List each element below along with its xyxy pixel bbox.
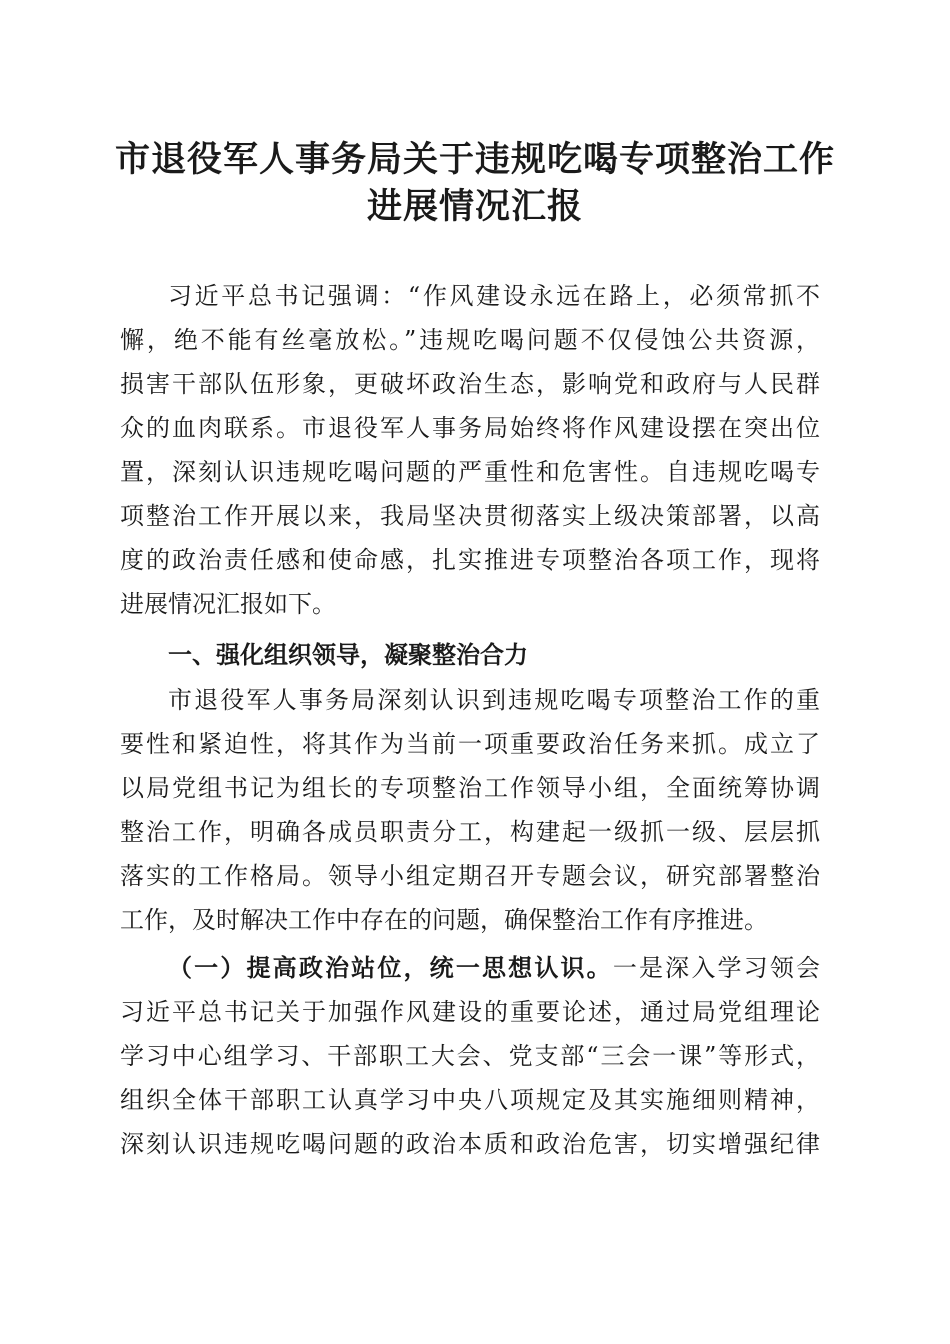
section-body-line: 市退役军人事务局深刻认识到违规吃喝专项整治工作的重	[168, 686, 820, 714]
subsection-heading: （一）提高政治站位，统一思想认识。	[168, 953, 613, 982]
subsection-first-line-text: 一是深入学习领会	[612, 954, 821, 982]
intro-line: 项整治工作开展以来，我局坚决贯彻落实上级决策部署，以高	[120, 502, 820, 530]
intro-line: 度的政治责任感和使命感，扎实推进专项整治各项工作，现将	[120, 546, 820, 574]
intro-line: 置，深刻认识违规吃喝问题的严重性和危害性。自违规吃喝专	[120, 458, 820, 486]
document-title-line-2: 进展情况汇报	[366, 186, 583, 227]
section-body-line: 要性和紧迫性，将其作为当前一项重要政治任务来抓。成立了	[120, 730, 820, 758]
intro-line: 懈，绝不能有丝毫放松。”违规吃喝问题不仅侵蚀公共资源，	[120, 326, 820, 354]
document-title-line-1: 市退役军人事务局关于违规吃喝专项整治工作	[114, 139, 835, 180]
subsection-body-line: 深刻认识违规吃喝问题的政治本质和政治危害，切实增强纪律	[120, 1130, 820, 1158]
section-heading: 一、强化组织领导，凝聚整治合力	[168, 641, 528, 669]
section-body-line: 以局党组书记为组长的专项整治工作领导小组，全面统筹协调	[120, 774, 820, 802]
subsection-body-line: 习近平总书记关于加强作风建设的重要论述，通过局党组理论	[120, 998, 820, 1026]
intro-line: 进展情况汇报如下。	[120, 590, 336, 618]
section-body-line: 工作，及时解决工作中存在的问题，确保整治工作有序推进。	[120, 906, 768, 934]
subsection-body-line: 学习中心组学习、干部职工大会、党支部“三会一课”等形式，	[120, 1042, 820, 1070]
intro-line: 损害干部队伍形象，更破坏政治生态，影响党和政府与人民群	[120, 370, 820, 398]
intro-line: 众的血肉联系。市退役军人事务局始终将作风建设摆在突出位	[120, 414, 820, 442]
intro-line: 习近平总书记强调：“作风建设永远在路上，必须常抓不	[168, 282, 820, 310]
subsection-first-line	[168, 946, 820, 990]
section-body-line: 落实的工作格局。领导小组定期召开专题会议，研究部署整治	[120, 862, 820, 890]
subsection-body-line: 组织全体干部职工认真学习中央八项规定及其实施细则精神，	[120, 1086, 820, 1114]
section-body-line: 整治工作，明确各成员职责分工，构建起一级抓一级、层层抓	[120, 818, 820, 846]
